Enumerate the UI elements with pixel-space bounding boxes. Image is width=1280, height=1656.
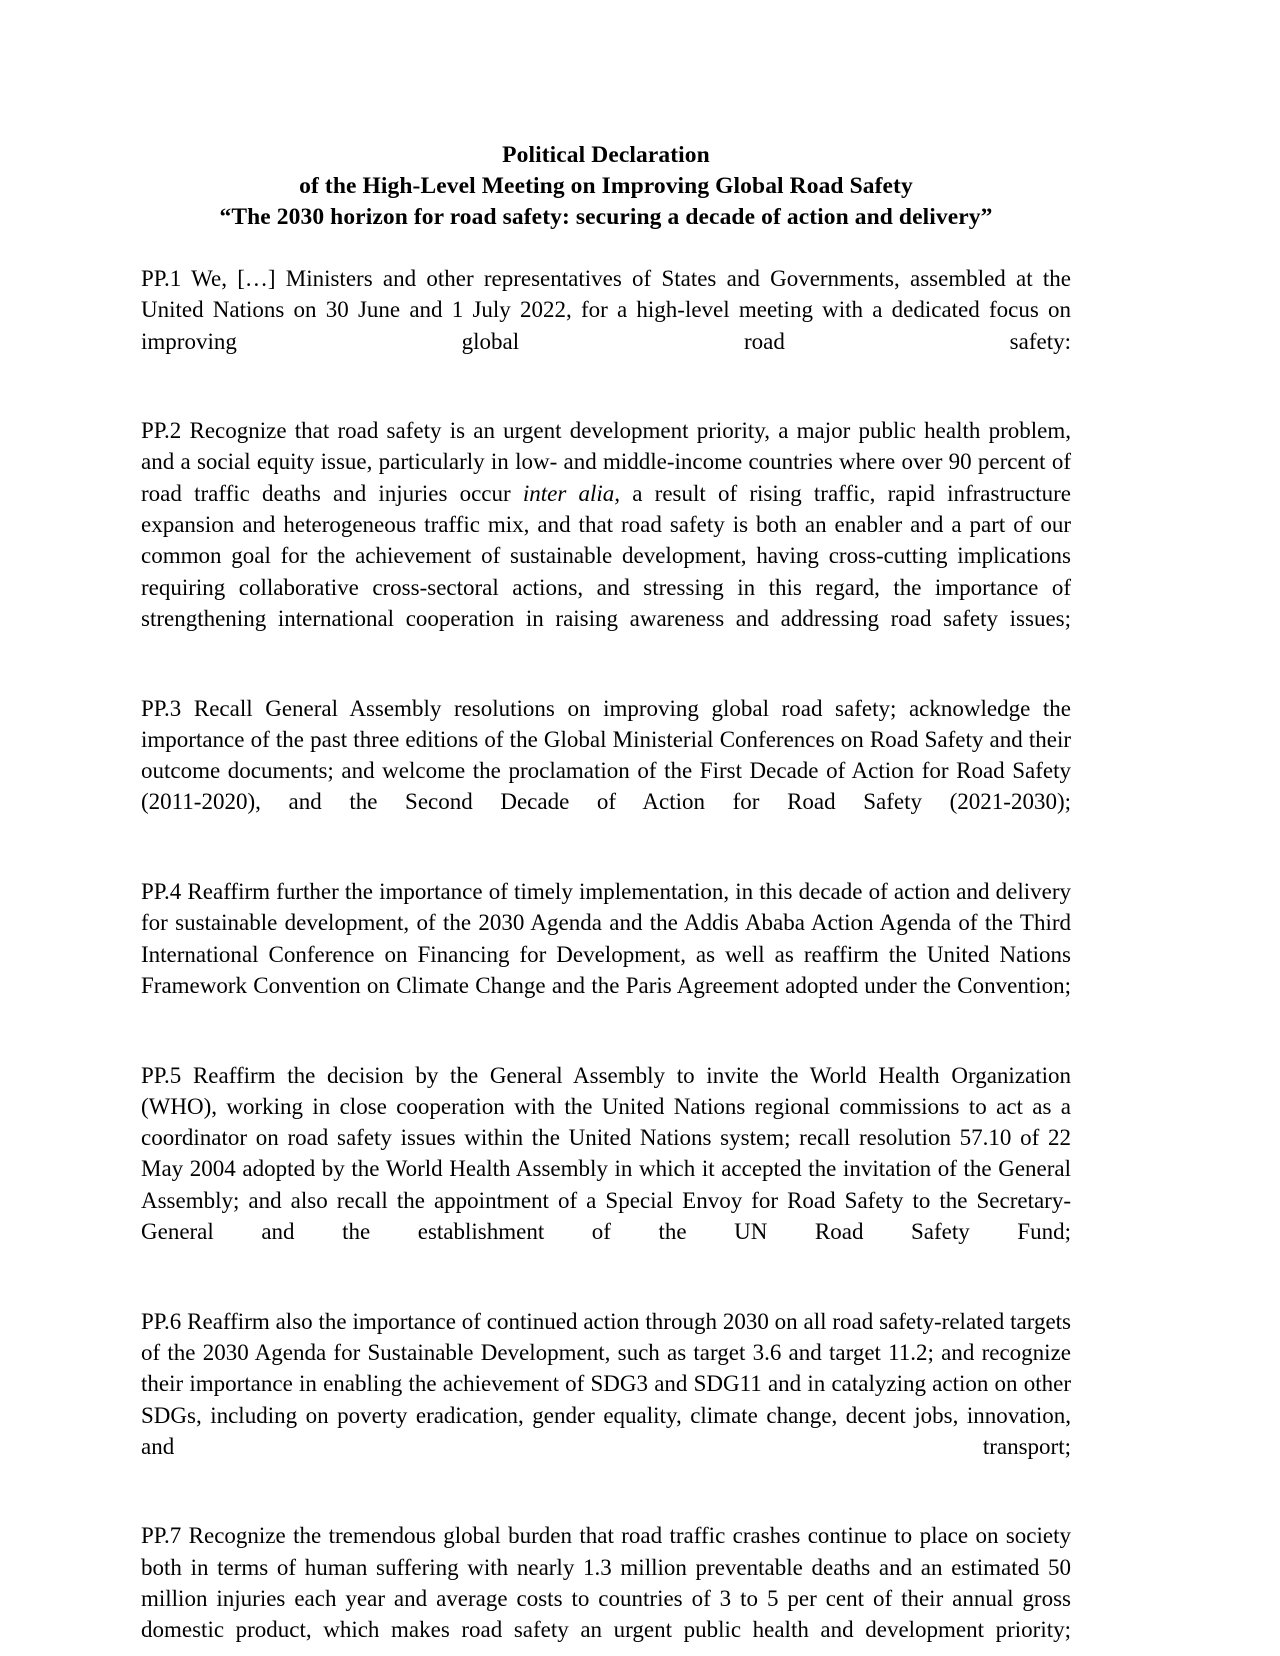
title-line-1: Political Declaration bbox=[502, 142, 710, 168]
paragraph-pp5: PP.5 Reaffirm the decision by the General Assembly to invite the World Health Organization (WHO), working in close cooperation with the United Nations regional commissions to act as a coordinator on road safety issues within the United Nations system; recall resolution 57.10 of 22 May 2004 adopted by the World Health Assembly in which it accepted the invitation of the General Assembly; and also recall the appointment of a Special Envoy for Road Safety to the Secretary-General and the establishment of the UN Road Safety Fund; bbox=[141, 1062, 1071, 1245]
document-content bbox=[141, 140, 1071, 1656]
page-title bbox=[141, 140, 1071, 233]
pp2-text-before-italic: PP.2 Recognize that road safety is an urgent development priority, a major public health problem, and a social equity issue, particularly in low- and middle-income countries where over 90 percent of road traffic deaths and injuries occur bbox=[141, 418, 1071, 506]
title-line-3: “The 2030 horizon for road safety: securing a decade of action and delivery” bbox=[219, 204, 993, 230]
pp2-text-after-italic: a result of rising traffic, rapid infrastructure expansion and heterogeneous traffic mix, and that road safety is both an enabler and a part of our common goal for the achievement of sustainable development, having cross-cutting implications requiring collaborative cross-sectoral actions, and stressing in this regard, the importance of strengthening international cooperation in raising awareness and addressing road safety issues; bbox=[141, 480, 1071, 631]
pp2-italic-phrase: inter alia, bbox=[522, 480, 621, 506]
paragraph-pp3: PP.3 Recall General Assembly resolutions on improving global road safety; acknowledge the importance of the past three editions of the Global Ministerial Conferences on Road Safety and their outcome documents; and welcome the proclamation of the First Decade of Action for Road Safety (2011-2020), and the Second Decade of Action for Road Safety (2021-2030); bbox=[141, 695, 1071, 815]
title-line-2: of the High-Level Meeting on Improving Global Road Safety bbox=[299, 173, 913, 199]
paragraph-pp6: PP.6 Reaffirm also the importance of continued action through 2030 on all road safety-related targets of the 2030 Agenda for Sustainable Development, such as target 3.6 and target 11.2; and recognize their importance in enabling the achievement of SDG3 and SDG11 and in catalyzing action on other SDGs, including on poverty eradication, gender equality, climate change, decent jobs, innovation, and transport; bbox=[141, 1308, 1071, 1459]
paragraph-pp1: PP.1 We, […] Ministers and other representatives of States and Governments, assembled at the United Nations on 30 June and 1 July 2022, for a high-level meeting with a dedicated focus on improving global road safety: bbox=[141, 266, 1071, 354]
paragraph-pp2 bbox=[141, 415, 1071, 665]
document-body bbox=[141, 263, 1071, 1656]
paragraph-pp4: PP.4 Reaffirm further the importance of timely implementation, in this decade of action and delivery for sustainable development, of the 2030 Agenda and the Addis Ababa Action Agenda of the Third International Conference on Financing for Development, as well as reaffirm the United Nations Framework Convention on Climate Change and the Paris Agreement adopted under the Convention; bbox=[141, 879, 1071, 998]
paragraph-pp7: PP.7 Recognize the tremendous global burden that road traffic crashes continue to place on society both in terms of human suffering with nearly 1.3 million preventable deaths and an estimated 50 million injuries each year and average costs to countries of 3 to 5 per cent of their annual gross domestic product, which makes road safety an urgent public health and development priority; bbox=[141, 1523, 1071, 1643]
